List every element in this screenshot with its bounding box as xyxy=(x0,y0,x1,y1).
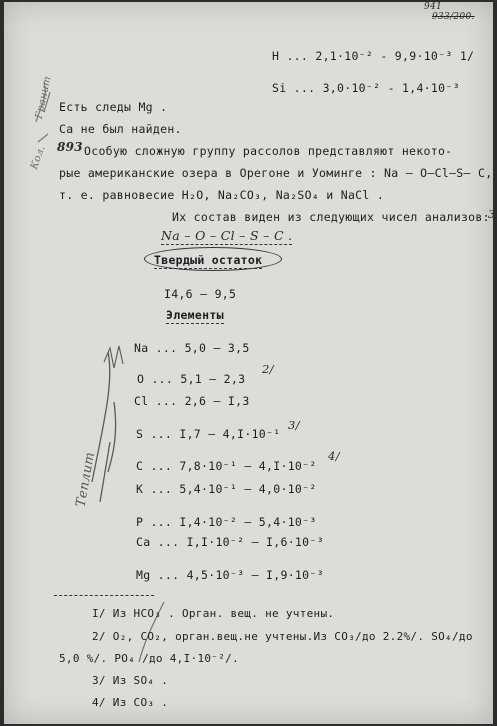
calcium-line: Ca не был найден. xyxy=(59,122,182,136)
heading-circle xyxy=(144,247,282,271)
paragraph-number: 893 xyxy=(57,140,83,154)
footnote-4: 4/ Из CO₃ . xyxy=(92,696,169,709)
header-si-line: Si ... 3,0·10⁻² - 1,4·10⁻³ xyxy=(272,81,460,95)
element-row: O ... 5,1 – 2,3 xyxy=(137,372,246,386)
footnote-2: 2/ O₂, CO₂, орган.вещ.не учтены.Из CO₃/до 2.2%/. SO₄/до xyxy=(92,630,473,643)
element-footnote-mark: 3/ xyxy=(288,418,300,432)
element-row: Cl ... 2,6 – I,3 xyxy=(134,394,250,408)
element-row: Na ... 5,0 – 3,5 xyxy=(134,341,250,355)
element-row: Mg ... 4,5·10⁻³ – I,9·10⁻³ xyxy=(136,568,324,582)
page-number: 941 xyxy=(424,2,443,12)
page-number-alt: 933/200. xyxy=(432,12,475,22)
traces-line: Есть следы Mg . xyxy=(59,100,168,114)
footnote-3: 3/ Из SO₄ . xyxy=(92,674,169,687)
document-page xyxy=(4,2,496,724)
element-row: Ca ... I,I·10⁻² – I,6·10⁻³ xyxy=(136,535,324,549)
margin-note-mid: Кол. xyxy=(28,144,48,171)
element-footnote-mark: 4/ xyxy=(328,449,340,463)
paragraph-line-4: Их состав виден из следующих чисел анализов: xyxy=(172,210,490,224)
element-row: C ... 7,8·10⁻¹ – 4,I·10⁻² xyxy=(136,459,317,473)
paragraph-line-3: т. е. равновесие H₂O, Na₂CO₃, Na₂SO₄ и NaCl . xyxy=(59,188,385,202)
paragraph-note: 3 xyxy=(488,208,496,221)
element-footnote-mark: 2/ xyxy=(262,362,274,376)
footnote-2-cont: 5,0 %/. PO₄ /до 4,I·10⁻²/. xyxy=(59,652,239,665)
paragraph-line-2: рые американские озера в Орегоне и Уоминге : Na – O–Cl–S– C, xyxy=(59,166,493,180)
paragraph-line-1: Особую сложную группу рассолов представляют некото- xyxy=(84,144,453,158)
element-row: P ... I,4·10⁻² – 5,4·10⁻³ xyxy=(136,515,317,529)
margin-note-top: Гранит xyxy=(33,75,54,120)
element-row: K ... 5,4·10⁻¹ – 4,0·10⁻² xyxy=(136,482,317,496)
element-row: S ... I,7 – 4,I·10⁻¹ xyxy=(136,427,281,441)
formula: Na – O – Cl – S – C . xyxy=(161,228,293,243)
elements-heading: Элементы xyxy=(166,308,224,322)
solid-residue-range: I4,6 – 9,5 xyxy=(164,287,237,301)
footnote-1: I/ Из HCO₃ . Орган. вещ. не учтены. xyxy=(92,607,335,620)
footnote-separator xyxy=(54,595,154,596)
header-h-line: H ... 2,1·10⁻² - 9,9·10⁻³ 1/ xyxy=(272,49,475,63)
solid-residue-heading: Твердый остаток xyxy=(154,253,263,267)
margin-note-bottom: Теплит xyxy=(73,450,98,509)
